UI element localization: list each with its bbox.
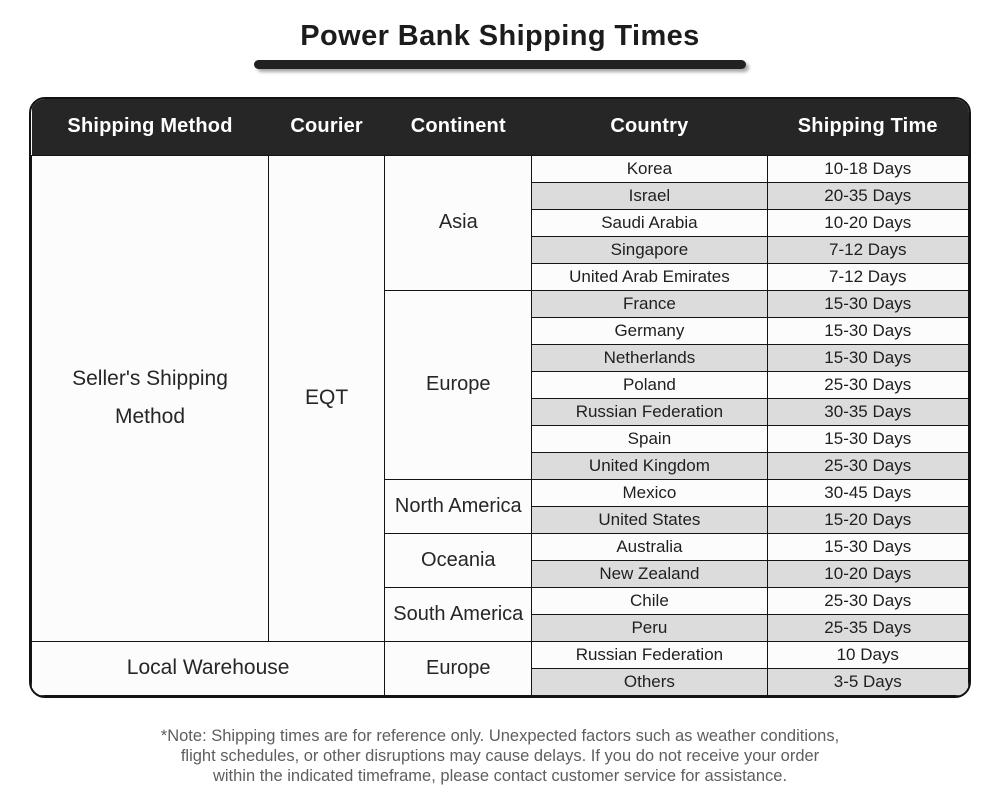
- time-cell: 30-45 Days: [767, 479, 969, 506]
- time-cell: 15-30 Days: [767, 425, 969, 452]
- header-row: [32, 99, 969, 155]
- time-cell: 10-20 Days: [767, 560, 969, 587]
- time-cell: 25-30 Days: [767, 452, 969, 479]
- country-cell: Netherlands: [532, 344, 767, 371]
- country-cell: France: [532, 290, 767, 317]
- country-cell: United States: [532, 506, 767, 533]
- shipping-table-container: [29, 97, 971, 698]
- country-cell: Russian Federation: [532, 641, 767, 668]
- country-cell: Chile: [532, 587, 767, 614]
- footnote-line-3: within the indicated timeframe, please contact customer service for assistance.: [212, 767, 788, 786]
- continent-cell-warehouse-europe: Europe: [385, 641, 532, 695]
- country-cell: Poland: [532, 371, 767, 398]
- continent-cell-north-america: North America: [385, 479, 532, 533]
- continent-cell-oceania: Oceania: [385, 533, 532, 587]
- country-cell: Germany: [532, 317, 767, 344]
- header-shipping-time: Shipping Time: [767, 99, 969, 155]
- time-cell: 30-35 Days: [767, 398, 969, 425]
- country-cell: New Zealand: [532, 560, 767, 587]
- time-cell: 7-12 Days: [767, 263, 969, 290]
- time-cell: 15-20 Days: [767, 506, 969, 533]
- time-cell: 15-30 Days: [767, 317, 969, 344]
- table-header: [32, 99, 969, 155]
- table-row: [32, 155, 969, 182]
- seller-shipping-method-cell: Seller's Shipping Method: [32, 155, 269, 641]
- table-row: [32, 641, 969, 668]
- continent-cell-europe: Europe: [385, 290, 532, 479]
- title-section: [0, 0, 1000, 69]
- country-cell: Singapore: [532, 236, 767, 263]
- time-cell: 10-20 Days: [767, 209, 969, 236]
- shipping-table: [31, 99, 969, 696]
- header-shipping-method: Shipping Method: [32, 99, 269, 155]
- time-cell: 15-30 Days: [767, 290, 969, 317]
- country-cell: Saudi Arabia: [532, 209, 767, 236]
- continent-cell-south-america: South America: [385, 587, 532, 641]
- country-cell: Russian Federation: [532, 398, 767, 425]
- continent-cell-asia: Asia: [385, 155, 532, 290]
- footnote: [0, 726, 1000, 787]
- local-warehouse-cell: Local Warehouse: [32, 641, 385, 695]
- country-cell: Peru: [532, 614, 767, 641]
- time-cell: 7-12 Days: [767, 236, 969, 263]
- time-cell: 10-18 Days: [767, 155, 969, 182]
- header-country: Country: [532, 99, 767, 155]
- time-cell: 25-35 Days: [767, 614, 969, 641]
- country-cell: United Arab Emirates: [532, 263, 767, 290]
- header-courier: Courier: [269, 99, 385, 155]
- time-cell: 25-30 Days: [767, 371, 969, 398]
- time-cell: 20-35 Days: [767, 182, 969, 209]
- time-cell: 3-5 Days: [767, 668, 969, 695]
- title-underline: [254, 60, 746, 69]
- page-title: Power Bank Shipping Times: [300, 20, 700, 52]
- country-cell: Australia: [532, 533, 767, 560]
- footnote-line-1: *Note: Shipping times are for reference only. Unexpected factors such as weather conditions,: [160, 726, 840, 745]
- courier-eqt-cell: EQT: [269, 155, 385, 641]
- time-cell: 15-30 Days: [767, 344, 969, 371]
- header-continent: Continent: [385, 99, 532, 155]
- country-cell: Spain: [532, 425, 767, 452]
- time-cell: 25-30 Days: [767, 587, 969, 614]
- country-cell: Mexico: [532, 479, 767, 506]
- country-cell: United Kingdom: [532, 452, 767, 479]
- country-cell: Israel: [532, 182, 767, 209]
- table-body: [32, 155, 969, 695]
- time-cell: 10 Days: [767, 641, 969, 668]
- country-cell: Others: [532, 668, 767, 695]
- time-cell: 15-30 Days: [767, 533, 969, 560]
- country-cell: Korea: [532, 155, 767, 182]
- footnote-line-2: flight schedules, or other disruptions may cause delays. If you do not receive your order: [180, 746, 820, 765]
